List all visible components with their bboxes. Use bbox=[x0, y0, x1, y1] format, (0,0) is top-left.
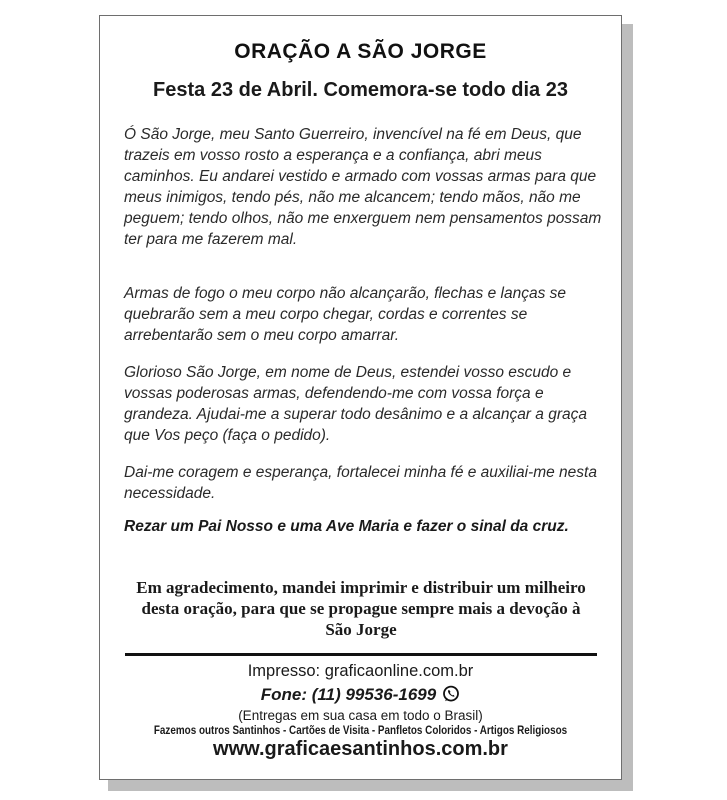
phone-line bbox=[100, 685, 621, 708]
prayer-instruction: Rezar um Pai Nosso e uma Ave Maria e fazer o sinal da cruz. bbox=[124, 518, 569, 535]
prayer-card bbox=[99, 15, 622, 780]
feast-date-subtitle: Festa 23 de Abril. Comemora-se todo dia 23 bbox=[153, 79, 568, 101]
printed-by-text: Impresso: graficaonline.com.br bbox=[247, 662, 474, 680]
thanks-text: Em agradecimento, mandei imprimir e distribuir um milheiro desta oração, para que se propague sempre mais a devoção à São Jorge bbox=[136, 578, 586, 639]
website-link[interactable]: www.graficaesantinhos.com.br bbox=[213, 738, 508, 760]
whatsapp-icon bbox=[442, 685, 460, 708]
prayer-paragraph: Glorioso São Jorge, em nome de Deus, estendei vosso escudo e vossas poderosas armas, defendendo-me com vossa força e grandeza. Ajudai-me a superar todo desânimo e a alcançar a graça que Vos peço (faça o pedido). bbox=[124, 364, 587, 444]
prayer-paragraph: Ó São Jorge, meu Santo Guerreiro, invencível na fé em Deus, que trazeis em vosso rosto a esperança e a confiança, abri meus caminhos. Eu andarei vestido e armado com vossas armas para que meus inimigos, tendo pés, não me alcancem; tendo mãos, não me peguem; tendo olhos, não me enxerguem nem pensamentos possam ter para me fazerem mal. bbox=[124, 126, 602, 248]
prayer-paragraph: Armas de fogo o meu corpo não alcançarão, flechas e lanças se quebrarão sem a meu corpo chegar, cordas e correntes se arrebentarão sem o meu corpo amarrar. bbox=[124, 285, 567, 344]
services-list: Fazemos outros Santinhos - Cartões de Visita - Panfletos Coloridos - Artigos Religiosos bbox=[153, 725, 568, 737]
prayer-title: ORAÇÃO A SÃO JORGE bbox=[234, 40, 487, 63]
prayer-paragraph: Dai-me coragem e esperança, fortalecei minha fé e auxiliai-me nesta necessidade. bbox=[124, 464, 597, 502]
divider bbox=[125, 653, 597, 656]
phone-number: Fone: (11) 99536-1699 bbox=[260, 685, 437, 704]
delivery-note: (Entregas em sua casa em todo o Brasil) bbox=[238, 708, 483, 723]
